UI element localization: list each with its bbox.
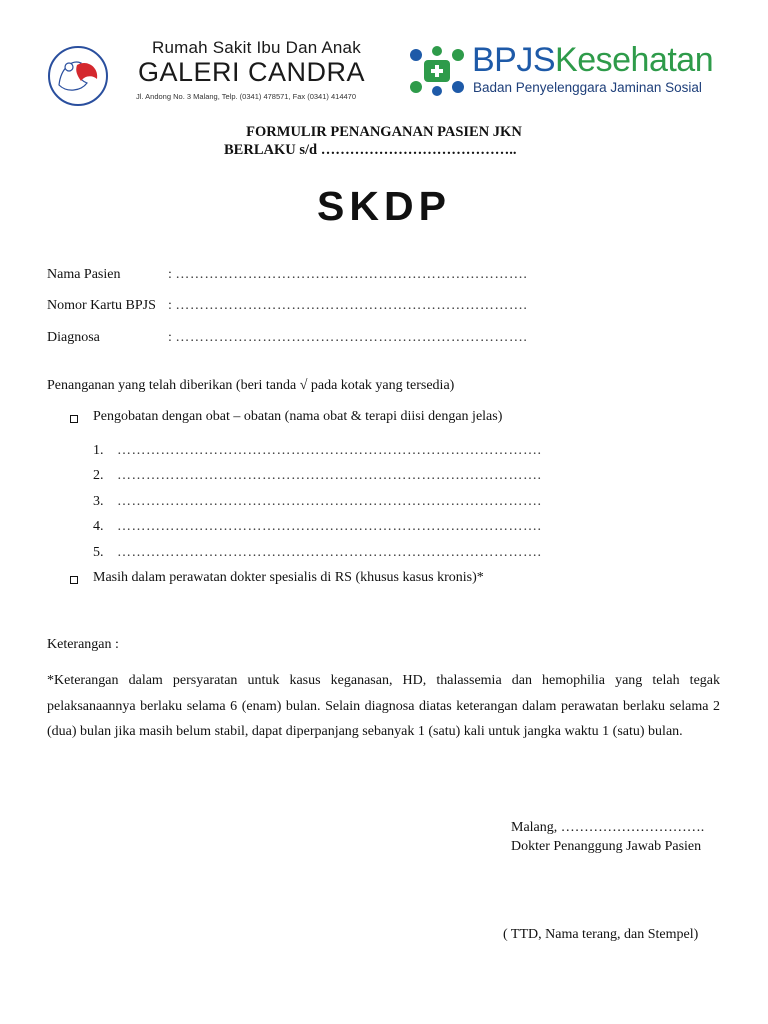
medication-item-line[interactable]: ……………………………………………………………………………. [117, 494, 542, 509]
hospital-address: Jl. Andong No. 3 Malang, Telp. (0341) 478571, Fax (0341) 414470 [136, 92, 357, 101]
hospital-logo [47, 45, 109, 107]
option-medication-label: Pengobatan dengan obat – obatan (nama obat & terapi diisi dengan jelas) [93, 409, 503, 424]
treatment-intro-text: Penanganan yang telah diberikan (beri tanda [47, 378, 300, 393]
medication-item-line[interactable]: ……………………………………………………………………………. [117, 468, 542, 483]
bpjs-subtitle: Badan Penyelenggara Jaminan Sosial [473, 80, 702, 95]
field-dots: ………………………………………………………………. [175, 267, 528, 282]
signature-place-date[interactable]: Malang, …………………………. [511, 820, 705, 835]
bpjs-name [472, 40, 713, 80]
medication-item-number: 5. [93, 545, 104, 560]
treatment-instruction [47, 378, 454, 394]
field-separator: : [168, 330, 172, 345]
medication-item-number: 2. [93, 468, 104, 483]
field-nama-pasien-value[interactable] [168, 267, 527, 283]
field-diagnosa-label: Diagnosa [47, 330, 100, 345]
field-diagnosa-value[interactable] [168, 330, 527, 346]
field-separator: : [168, 267, 172, 282]
notes-label: Keterangan : [47, 637, 119, 652]
skdp-heading: SKDP [317, 183, 451, 229]
field-dots: ………………………………………………………………. [175, 330, 528, 345]
treatment-intro-text-end: pada kotak yang tersedia) [307, 378, 455, 393]
field-nama-pasien-label: Nama Pasien [47, 267, 121, 282]
field-dots: ………………………………………………………………. [175, 298, 528, 313]
medication-item-line[interactable]: ……………………………………………………………………………. [117, 519, 542, 534]
field-separator: : [168, 298, 172, 313]
option-specialist-label: Masih dalam perawatan dokter spesialis di RS (khusus kasus kronis)* [93, 570, 484, 585]
signature-note: ( TTD, Nama terang, dan Stempel) [503, 927, 699, 942]
option-specialist-checkbox[interactable] [70, 576, 78, 584]
form-title: FORMULIR PENANGANAN PASIEN JKN [246, 124, 522, 140]
valid-until: BERLAKU s/d ………………………………….. [224, 142, 517, 158]
hospital-type: Rumah Sakit Ibu Dan Anak [152, 38, 361, 57]
hospital-name: GALERI CANDRA [138, 57, 366, 87]
medication-item-line[interactable]: ……………………………………………………………………………. [117, 545, 542, 560]
bpjs-logo-icon [406, 45, 468, 97]
field-nomor-kartu-value[interactable] [168, 298, 527, 314]
medication-item-number: 4. [93, 519, 104, 534]
medication-item-line[interactable]: ……………………………………………………………………………. [117, 443, 542, 458]
field-nomor-kartu-label: Nomor Kartu BPJS [47, 298, 156, 313]
medication-item-number: 1. [93, 443, 104, 458]
notes-text: *Keterangan dalam persyaratan untuk kasus keganasan, HD, thalassemia dan hemophilia yang telah tegak pelaksanaannya berlaku selama 6 (enam) bulan. Selain diagnosa diatas keterangan dalam perawatan berlaku selama 2 (dua) bulan jika masih belum stabil, dapat diperpanjang sebanyak 1 (satu) kali untuk jangka waktu 1 (satu) bulan. [47, 673, 720, 739]
option-medication-checkbox[interactable] [70, 415, 78, 423]
bpjs-name-part1: BPJS [472, 41, 556, 79]
bpjs-name-part2: Kesehatan [555, 41, 714, 79]
check-mark-icon: √ [299, 378, 308, 393]
medication-item-number: 3. [93, 494, 104, 509]
signature-role: Dokter Penanggung Jawab Pasien [511, 839, 702, 854]
